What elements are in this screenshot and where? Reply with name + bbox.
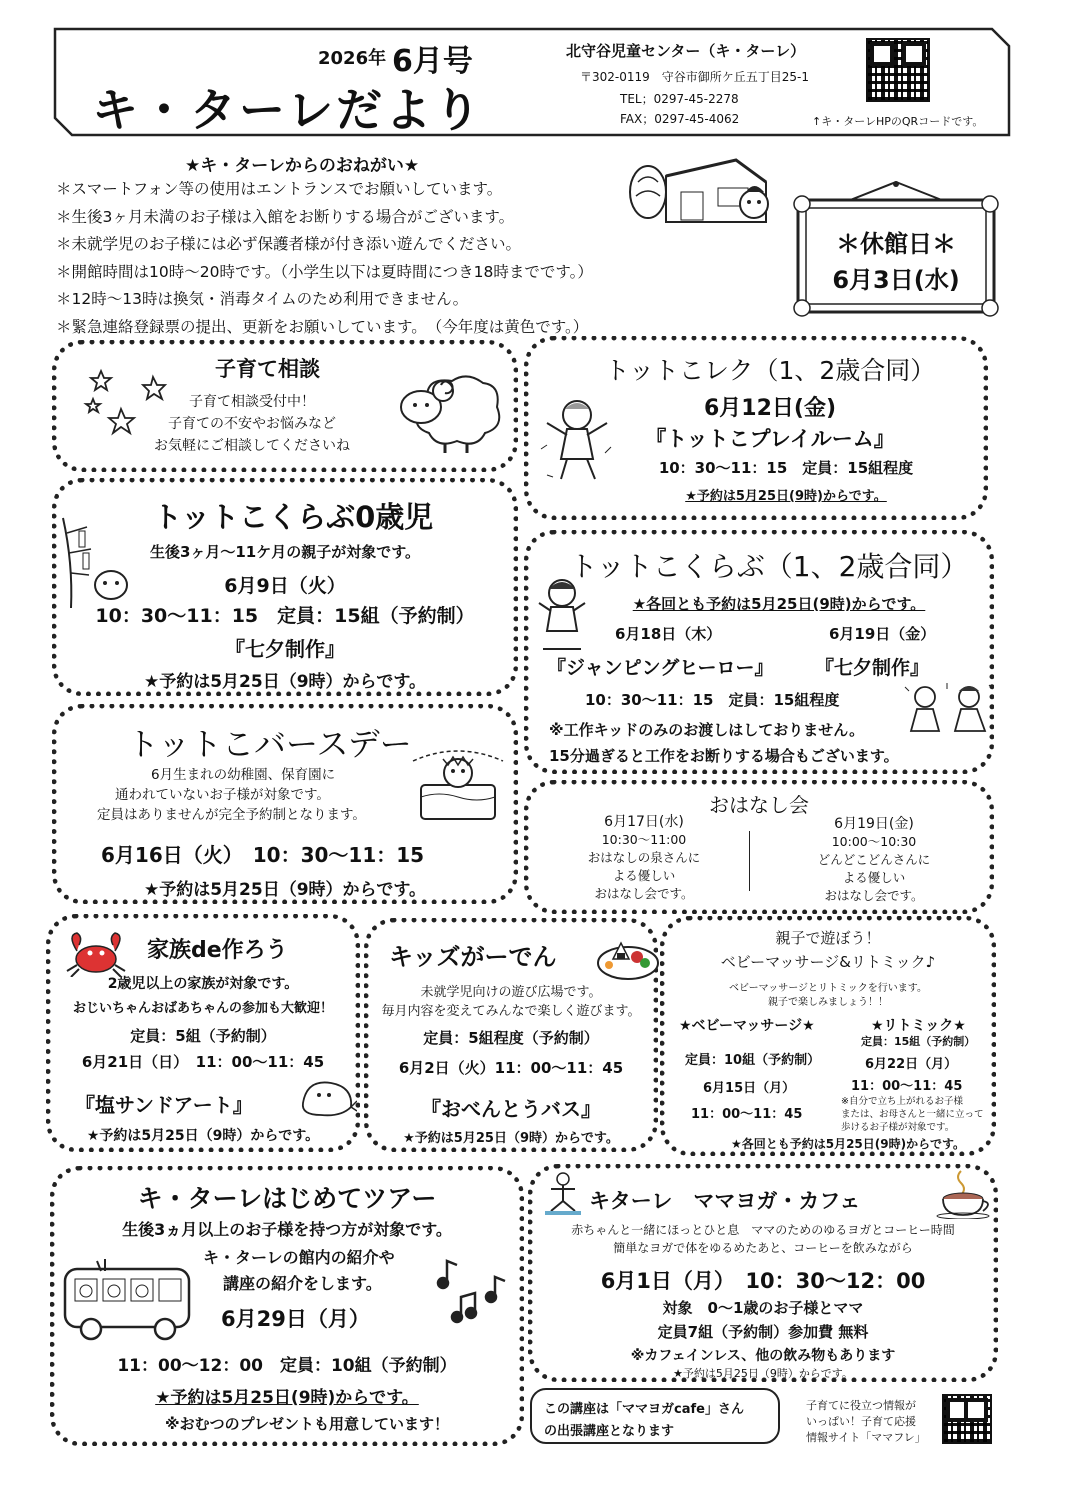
recre-box xyxy=(524,336,988,520)
rhythm-note-line: または、お母さんと一緒に立って xyxy=(841,1109,984,1120)
seal-illustration xyxy=(297,1073,357,1119)
consult-line: お気軽にご相談してくださいね xyxy=(154,438,350,454)
club12-note-2: 15分過ぎると工作をお断りする場合もございます。 xyxy=(549,747,899,765)
kids-title: キッズがーでん xyxy=(389,943,557,971)
tour-target: 生後3ヵ月以上のお子様を持つ方が対象です。 xyxy=(122,1220,452,1239)
baby-desc-1: ベビーマッサージとリトミックを行います。 xyxy=(729,983,927,994)
birthday-datetime: 6月16日（火） 10：30～11：15 xyxy=(101,843,425,867)
club0-time: 10：30～11：15 定員：15組（予約制） xyxy=(95,605,475,627)
club0-theme: 『七夕制作』 xyxy=(225,637,345,661)
rhythm-note-line: ※自分で立ち上がれるお子様 xyxy=(841,1096,963,1107)
notice-item: ＊開館時間は10時～20時です。（小学生以下は夏時間につき18時までです。） xyxy=(56,262,593,281)
club0-target: 生後3ヶ月～11ケ月の親子が対象です。 xyxy=(149,543,421,561)
kids-theme: 『おべんとうバス』 xyxy=(421,1097,601,1121)
center-address: 〒302-0119 守谷市御所ケ丘五丁目25-1 xyxy=(580,70,810,84)
birthday-line: 通われていないお子様が対象です。 xyxy=(115,787,330,803)
coffee-cup-illustration xyxy=(935,1169,995,1219)
family-datetime: 6月21日（日） 11：00～11：45 xyxy=(81,1053,325,1071)
family-capacity: 定員：5組（予約制） xyxy=(130,1027,276,1045)
club12-date-2: 6月19日（金） xyxy=(829,625,936,643)
story-left xyxy=(539,813,749,903)
qr-caption: ↑キ・ターレHPのQRコードです。 xyxy=(812,115,984,128)
child-jumping-illustration xyxy=(537,389,617,489)
notice-item: ＊12時～13時は換気・消毒タイムのため利用できません。 xyxy=(56,290,469,308)
bus-illustration xyxy=(61,1259,195,1343)
club12-note-1: ※工作キッドのみのお渡しはしておりません。 xyxy=(549,721,865,739)
birthday-line: 6月生まれの幼稚園、保育園に xyxy=(151,767,336,783)
music-notes-icon xyxy=(435,1257,515,1327)
baby-reserve: ★各回とも予約は5月25日(9時)からです。 xyxy=(730,1137,966,1151)
birthday-reserve: ★予約は5月25日（9時）からです。 xyxy=(143,880,427,900)
tour-time: 11：00～12：00 定員：10組（予約制） xyxy=(117,1356,457,1376)
kids-line: 毎月内容を変えてみんなで楽しく遊びます。 xyxy=(381,1004,641,1019)
story-left-line: 6月17日(水) xyxy=(604,814,684,830)
consult-title: 子育て相談 xyxy=(215,357,320,381)
story-title: おはなし会 xyxy=(709,793,809,817)
yoga-reserve: ★予約は5月25日（9時）からです。 xyxy=(673,1367,853,1380)
baby-desc-2: 親子で楽しみましょう！！ xyxy=(768,997,888,1008)
club0-date: 6月9日（火） xyxy=(224,575,346,597)
issue-year: 2026年 xyxy=(318,48,387,69)
notice-item: ＊スマートフォン等の使用はエントランスでお願いしています。 xyxy=(56,180,503,198)
mamafure-line: いっぱい！子育て応援 xyxy=(806,1415,916,1428)
birthday-box xyxy=(52,704,518,904)
bento-illustration xyxy=(595,933,661,983)
yoga-line-2: 簡単なヨガで体をゆるめたあと、コーヒーを飲みながら xyxy=(613,1241,913,1255)
massage-title: ★ベビーマッサージ★ xyxy=(679,1018,815,1034)
birthday-title: トットこバースデー xyxy=(127,725,412,763)
yoga-box xyxy=(528,1164,998,1382)
recre-date: 6月12日(金) xyxy=(703,396,837,421)
story-box xyxy=(524,780,994,914)
story-right-line: 6月19日(金) xyxy=(834,816,914,832)
crab-illustration xyxy=(63,929,129,977)
closed-day-date: 6月3日(水) xyxy=(832,266,960,294)
club0-title: トットこくらぶ0歳児 xyxy=(153,500,434,534)
tour-reserve: ★予約は5月25日(9時)からです。 xyxy=(155,1388,419,1408)
family-box xyxy=(46,914,360,1152)
kids-reserve: ★予約は5月25日（9時）からです。 xyxy=(403,1131,619,1146)
family-note: おじいちゃんおばあちゃんの参加も大歓迎！ xyxy=(72,1001,333,1016)
yoga-info-bubble xyxy=(530,1388,780,1444)
kids-datetime: 6月2日（火）11：00～11：45 xyxy=(398,1059,624,1077)
birthday-cake-illustration xyxy=(403,739,513,829)
story-right-line: 10:00～10:30 xyxy=(831,834,917,849)
closed-day-label: ＊休館日＊ xyxy=(836,230,956,258)
kids-line: 未就学児向けの遊び広場です。 xyxy=(420,985,602,1000)
notice-item: ＊生後3ヶ月未満のお子様は入館をお断りする場合がございます。 xyxy=(56,207,515,226)
rhythm-time: 11：00～11：45 xyxy=(851,1079,963,1094)
story-divider xyxy=(749,831,750,891)
consult-line: 子育ての不安やお悩みなど xyxy=(168,416,336,432)
child-hero-illustration xyxy=(537,575,587,655)
club0-box xyxy=(52,478,518,696)
building-illustration xyxy=(626,152,776,228)
massage-capacity: 定員：10組（予約制） xyxy=(685,1053,821,1068)
kids-desc xyxy=(369,983,653,1021)
club12-date-1: 6月18日（木） xyxy=(615,625,722,643)
rhythm-title: ★リトミック★ xyxy=(871,1018,966,1034)
notice-item: ＊未就学児のお子様には必ず保護者様が付き添い遊んでください。 xyxy=(56,235,522,253)
center-fax: FAX；0297-45-4062 xyxy=(620,112,740,126)
tour-title: キ・ターレはじめてツアー xyxy=(137,1184,437,1213)
consult-box xyxy=(52,340,518,472)
yoga-note: ※カフェインレス、他の飲み物もあります xyxy=(630,1348,896,1364)
tour-line-2: 講座の紹介をします。 xyxy=(223,1274,382,1293)
recre-place: 『トットこプレイルーム』 xyxy=(645,427,895,451)
club0-reserve: ★予約は5月25日（9時）からです。 xyxy=(143,672,427,692)
yoga-pose-illustration xyxy=(543,1171,583,1217)
tanabata-children-illustration xyxy=(903,681,995,735)
baby-head-1: 親子で遊ぼう！ xyxy=(775,929,881,947)
notice-title: ★キ・ターレからのおねがい★ xyxy=(185,156,420,176)
story-left-line: おはなし会です。 xyxy=(594,886,694,901)
rhythm-note xyxy=(841,1095,984,1134)
newsletter-title: キ・ターレだより xyxy=(92,83,484,137)
birthday-line: 定員はありませんが完全予約制となります。 xyxy=(97,807,366,823)
baby-box xyxy=(660,916,996,1156)
story-right-line: よる優しい xyxy=(842,870,906,885)
tour-note: ※おむつのプレゼントも用意しています！ xyxy=(165,1415,449,1433)
family-target: 2歳児以上の家族が対象です。 xyxy=(107,976,299,992)
club12-theme-1: 『ジャンピングヒーロー』 xyxy=(547,657,774,679)
notice-item: ＊緊急連絡登録票の提出、更新をお願いしています。 （今年度は黄色です。） xyxy=(56,317,589,336)
yoga-title: キターレ ママヨガ・カフェ xyxy=(589,1189,861,1213)
closed-day-sign xyxy=(790,180,1002,318)
tanabata-illustration xyxy=(53,513,143,613)
mamafure-line: 子育てに役立つ情報が xyxy=(806,1399,916,1412)
mamafure-qr-code[interactable] xyxy=(942,1394,992,1444)
baby-head-2: ベビーマッサージ&リトミック♪ xyxy=(720,953,936,971)
club12-theme-2: 『七夕制作』 xyxy=(815,657,930,679)
club12-time: 10：30～11：15 定員：15組程度 xyxy=(585,691,840,709)
mamafure-line: 情報サイト「ママフレ」 xyxy=(806,1431,926,1444)
recre-time: 10：30～11：15 定員：15組程度 xyxy=(658,459,914,477)
stars-illustration xyxy=(81,359,181,459)
consult-line: 子育て相談受付中！ xyxy=(189,394,315,410)
yoga-capacity: 定員7組（予約制）参加費 無料 xyxy=(657,1323,869,1341)
tour-line-1: キ・ターレの館内の紹介や xyxy=(203,1248,395,1267)
recre-title: トットこレク（1、2歳合同） xyxy=(604,356,936,385)
massage-time: 11：00～11：45 xyxy=(691,1107,803,1122)
family-reserve: ★予約は5月25日（9時）からです。 xyxy=(86,1128,320,1144)
center-tel: TEL；0297-45-2278 xyxy=(620,92,739,106)
mamafure-info xyxy=(806,1398,926,1446)
issue-month: 6月号 xyxy=(392,44,473,79)
yoga-line-1: 赤ちゃんと一緒にほっとひと息 ママのためのゆるヨガとコーヒー時間 xyxy=(571,1223,955,1237)
kids-capacity: 定員：5組程度（予約制） xyxy=(423,1029,599,1047)
recre-reserve: ★予約は5月25日(9時)からです。 xyxy=(685,489,887,504)
yoga-datetime: 6月1日（月） 10：30～12：00 xyxy=(600,1269,926,1293)
hp-qr-code[interactable] xyxy=(866,38,930,102)
story-right-line: おはなし会です。 xyxy=(824,888,924,903)
club12-reserve: ★各回とも予約は5月25日(9時)からです。 xyxy=(632,595,926,613)
club12-title: トットこくらぶ（1、2歳合同） xyxy=(569,550,969,583)
bubble-line-1: この講座は「ママヨガcafe」さん xyxy=(544,1402,744,1417)
rhythm-capacity: 定員：15組（予約制） xyxy=(861,1035,976,1048)
notice-list xyxy=(56,176,593,341)
rhythm-note-line: 歩けるお子様が対象です。 xyxy=(841,1122,955,1133)
tour-date: 6月29日（月） xyxy=(221,1307,370,1331)
kids-box xyxy=(364,918,658,1152)
tour-box xyxy=(50,1166,524,1446)
story-left-line: おはなしの泉さんに xyxy=(587,850,701,865)
story-right xyxy=(769,815,979,905)
story-left-line: よる優しい xyxy=(612,868,676,883)
family-title: 家族de作ろう xyxy=(147,938,288,963)
bubble-line-2: の出張講座となります xyxy=(544,1424,675,1439)
center-name: 北守谷児童センター（キ・ターレ） xyxy=(566,42,806,60)
family-theme: 『塩サンドアート』 xyxy=(75,1093,253,1117)
birthday-desc xyxy=(91,765,366,825)
club12-box xyxy=(524,530,994,774)
story-right-line: どんどこどんさんに xyxy=(817,852,931,867)
yoga-target: 対象 0～1歳のお子様とママ xyxy=(662,1299,864,1317)
massage-date: 6月15日（月） xyxy=(703,1081,796,1096)
story-left-line: 10:30～11:00 xyxy=(601,832,687,847)
rhythm-date: 6月22日（月） xyxy=(865,1057,958,1072)
sheep-illustration xyxy=(397,367,507,455)
